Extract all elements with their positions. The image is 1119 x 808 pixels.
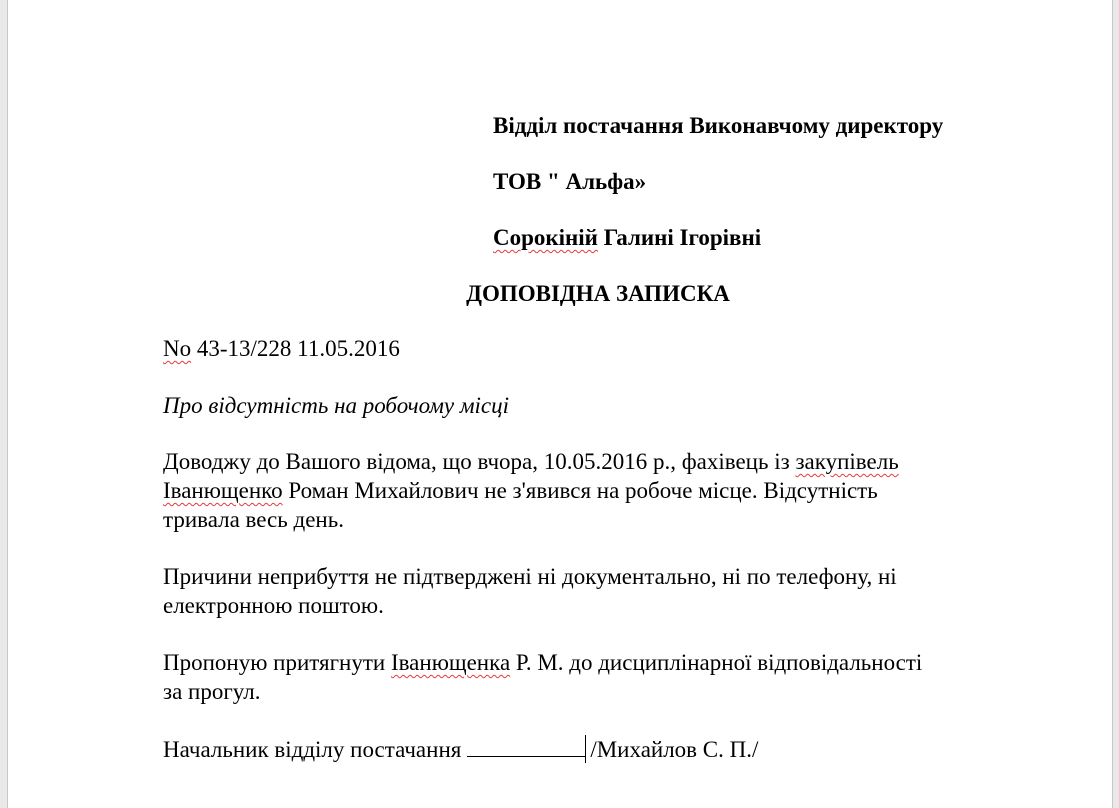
employee-surname: Іванющенко [163, 478, 283, 503]
reference-line [163, 334, 400, 364]
paragraph-1-line-3: тривала весь день. [163, 507, 344, 532]
paragraph-2-line-1: Причини неприбуття не підтверджені ні документально, ні по телефону, ні [163, 564, 897, 589]
addressee-line-3 [493, 223, 761, 253]
signature-blank[interactable] [467, 734, 585, 757]
employee-surname-genitive: Іванющенка [390, 650, 511, 675]
paragraph-1-text: Роман Михайлович не з'явився на робоче місце. Відсутність [282, 478, 878, 503]
text-cursor [585, 735, 586, 763]
document-page [7, 0, 1113, 808]
number-sign: No [163, 336, 192, 361]
reference-number-date: 43-13/228 11.05.2016 [191, 336, 400, 361]
addressee-line-1: Відділ постачання Виконавчому директору [493, 113, 944, 138]
signer-position: Начальник відділу постачання [163, 737, 462, 762]
document-title: ДОПОВІДНА ЗАПИСКА [466, 281, 730, 306]
paragraph-3-text: Р. М. до дисциплінарної відповідальності [510, 650, 923, 675]
addressee-surname: Сорокіній [493, 225, 598, 250]
paragraph-3-line-1 [163, 648, 922, 678]
signature-line [163, 734, 758, 765]
paragraph-3-line-2: за прогул. [163, 679, 261, 704]
signer-name: /Михайлов С. П./ [590, 737, 759, 762]
paragraph-1-line-1 [163, 447, 899, 477]
addressee-line-2: ТОВ " Альфа» [493, 169, 647, 194]
paragraph-1-text: Доводжу до Вашого відома, що вчора, 10.05.2016 р., фахівець із [163, 449, 796, 474]
paragraph-2-line-2: електронною поштою. [163, 593, 384, 618]
spelling-mark-word: закупівель [795, 449, 899, 474]
addressee-given-names: Галині Ігорівні [597, 225, 762, 250]
paragraph-1-line-2 [163, 476, 878, 506]
subject-line: Про відсутність на робочому місці [163, 393, 509, 418]
paragraph-3-text: Пропоную притягнути [163, 650, 391, 675]
